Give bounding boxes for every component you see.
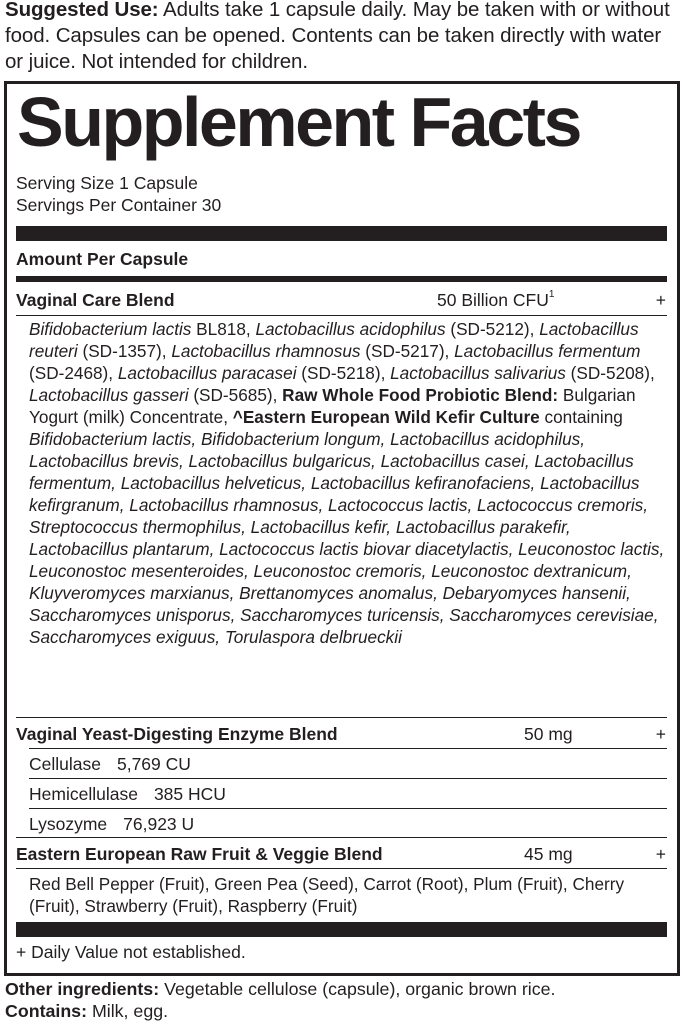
medium-divider <box>16 276 667 282</box>
serving-info <box>16 172 221 216</box>
suggested-use <box>5 0 677 75</box>
ingredient-segment: Lactobacillus paracasei <box>117 363 297 383</box>
servings-per-container: Servings Per Container 30 <box>16 195 222 215</box>
enzyme-row <box>29 783 226 805</box>
blend-name: Vaginal Care Blend <box>16 290 175 310</box>
row-divider <box>29 748 667 749</box>
ingredient-segment: Lactobacillus rhamnosus <box>171 341 361 361</box>
blend-amount-value: 50 Billion CFU <box>437 290 549 310</box>
footnote-mark: 1 <box>548 289 555 300</box>
ingredient-segment: (SD-5208), <box>565 363 655 383</box>
blend-name: Eastern European Raw Fruit & Veggie Blend <box>16 844 383 864</box>
ingredient-segment: (SD-1357), <box>77 341 172 361</box>
ingredient-segment: Raw Whole Food Probiotic Blend: <box>282 385 559 405</box>
ingredient-segment: (SD-5218), <box>296 363 391 383</box>
thick-divider <box>16 922 667 937</box>
other-ingredients <box>5 978 555 1000</box>
ingredient-segment: Bulgarian Yogurt (milk) Concentrate, <box>29 385 636 427</box>
other-ingredients-text: Vegetable cellulose (capsule), organic brown rice. <box>159 979 556 999</box>
blend-amount: 45 mg <box>524 844 573 864</box>
ingredient-segment: ^Eastern European Wild Kefir Culture <box>232 407 540 427</box>
ingredient-segment: Bifidobacterium lactis <box>29 319 192 339</box>
ingredient-segment: BL818, <box>191 319 256 339</box>
ingredient-segment: Lactobacillus fermentum <box>454 341 641 361</box>
fruit-veggie-ingredients: Red Bell Pepper (Fruit), Green Pea (Seed), Carrot (Root), Plum (Fruit), Cherry (Fruit), Strawberry (Fruit), Raspberry (Fruit) <box>29 874 625 916</box>
dv-footnote: + Daily Value not established. <box>16 942 246 962</box>
suggested-use-text: Adults take 1 capsule daily. May be taken with or without food. Capsules can be opened. Contents can be taken directly with water or juice. Not intended for children. <box>5 0 670 73</box>
ingredient-segment: (SD-5685), <box>188 385 283 405</box>
supplement-facts-panel <box>4 81 680 976</box>
enzyme-value: 5,769 CU <box>116 754 191 774</box>
row-divider <box>16 837 667 838</box>
ingredient-segment: containing <box>539 407 623 427</box>
panel-title: Supplement Facts <box>17 83 580 161</box>
suggested-use-label: Suggested Use: <box>5 0 159 21</box>
enzyme-name: Cellulase <box>29 754 101 774</box>
ingredient-segment: (SD-2468), <box>29 363 118 383</box>
enzyme-name: Lysozyme <box>29 814 108 834</box>
vaginal-care-ingredients <box>29 318 669 648</box>
ingredient-segment: Lactobacillus gasseri <box>29 385 189 405</box>
thick-divider <box>16 226 667 241</box>
ingredient-segment: (SD-5217), <box>360 341 455 361</box>
blend-name: Vaginal Yeast-Digesting Enzyme Blend <box>16 724 338 744</box>
enzyme-value: 385 HCU <box>153 784 226 804</box>
row-divider <box>16 717 667 718</box>
row-divider <box>29 778 667 779</box>
enzyme-name: Hemicellulase <box>29 784 138 804</box>
ingredient-segment: (SD-5212), <box>445 319 540 339</box>
row-divider <box>16 868 667 869</box>
ingredient-segment: Lactobacillus acidophilus <box>255 319 446 339</box>
row-divider <box>29 808 667 809</box>
dv-mark: + <box>655 724 666 744</box>
ingredient-segment: Lactobacillus reuteri <box>29 319 639 361</box>
enzyme-row <box>29 753 191 775</box>
enzyme-row <box>29 813 194 835</box>
contains-label: Contains: <box>5 1001 87 1021</box>
dv-mark: + <box>655 844 666 864</box>
ingredient-segment: Lactobacillus salivarius <box>390 363 566 383</box>
dv-mark: + <box>655 290 666 310</box>
amount-per-label: Amount Per Capsule <box>16 249 189 269</box>
row-divider <box>16 315 667 316</box>
blend-amount: 50 mg <box>524 724 573 744</box>
enzyme-value: 76,923 U <box>123 814 195 834</box>
blend-amount <box>437 289 554 311</box>
contains <box>5 1000 555 1022</box>
contains-text: Milk, egg. <box>87 1001 169 1021</box>
bottom-info <box>5 978 555 1022</box>
ingredient-segment: Bifidobacterium lactis, Bifidobacterium longum, Lactobacillus acidophilus, Lactobacillus brevis, Lactobacillus bulgaricus, Lactobacillus casei, Lactobacillus fermentum, Lactobacillus helveticus, Lactobacillus kefiranofaciens, Lactobacillus kefirgranum, Lactobacillus rhamnosus, Lactococcus lactis, Lactococcus cremoris, Streptococcus thermophilus, Lactobacillus kefir, Lactobacillus parakefir, Lactobacillus plantarum, Lactococcus lactis biovar diacetylactis, Leuconostoc lactis, Leuconostoc mesenteroides, Leuconostoc cremoris, Leuconostoc dextranicum, Kluyveromyces marxianus, Brettanomyces anomalus, Debaryomyces hansenii, Saccharomyces unisporus, Saccharomyces turicensis, Saccharomyces cerevisiae, Saccharomyces exiguus, Torulaspora delbrueckii <box>29 429 665 647</box>
other-ingredients-label: Other ingredients: <box>5 979 160 999</box>
serving-size: Serving Size 1 Capsule <box>16 173 198 193</box>
